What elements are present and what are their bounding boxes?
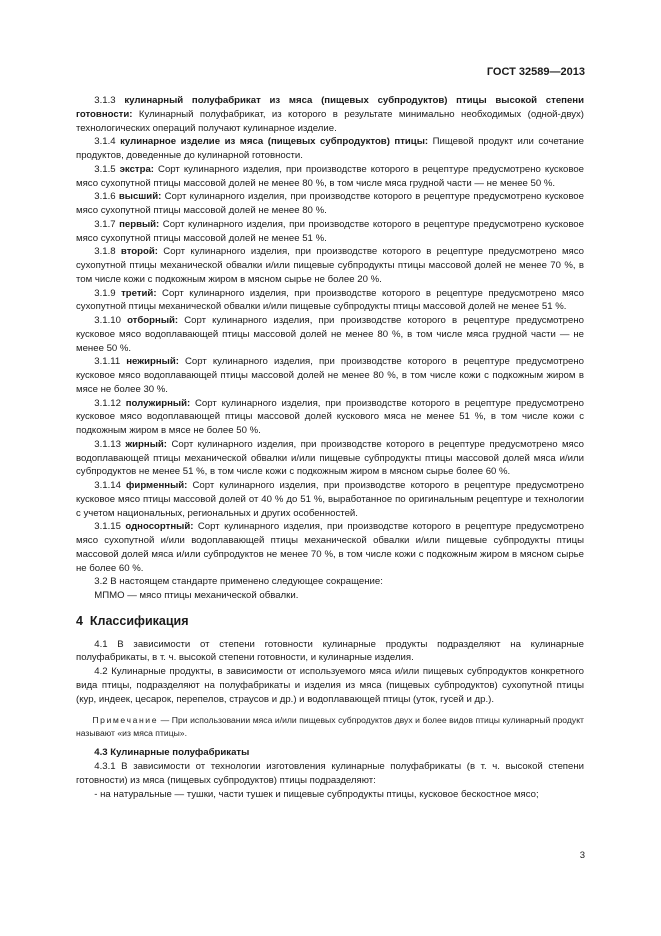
item-number: 3.1.13 (94, 438, 121, 450)
note-text: — При использовании мяса и/или пищевых субпродуктов двух и более видов птицы кулинарный продукт называют «из мяса птицы». (76, 715, 584, 739)
term: кулинарный полуфабрикат из мяса (пищевых субпродуктов) птицы высокой степени готовности: (76, 95, 584, 120)
definition-text: Сорт кулинарного изделия, при производстве которого в рецептуре предусмотрено кусковое мясо сухопутной птицы массовой долей не менее 80 %, в том числе мяса грудной части — не менее 50 %. (76, 163, 584, 189)
paragraph-4-2: 4.2 Кулинарные продукты, в зависимости от используемого мяса и/или пищевых субпродуктов конкретного вида птицы, подразделяют на полуфабрикаты и изделия из мяса (пищевых субпродуктов) сухопутной птицы (кур, индеек, цесарок, перепелов, страусов и др.) и водоплавающей птицы (уток, гусей и др.). (76, 666, 584, 705)
item-number: 3.1.7 (94, 218, 116, 230)
definition-text: Сорт кулинарного изделия, при производстве которого в рецептуре предусмотрено мясо сухопутной птицы механической обвалки и/или пищевые субпродукты птицы массовой долей не менее 51 %. (76, 287, 584, 313)
definition-text: Сорт кулинарного изделия, при производстве которого в рецептуре предусмотрено кусковое мясо водоплавающей птицы массовой долей кускового мяса не менее 51 %, в том числе кожи с подкожным жиром в мясе не более 50 %. (76, 397, 584, 436)
term: кулинарное изделие из мяса (пищевых субпродуктов) птицы: (120, 136, 429, 148)
term: нежирный: (126, 356, 179, 368)
definition-3-1-8 (76, 245, 584, 286)
item-number: 3.1.15 (94, 521, 121, 533)
definition-3-1-3 (76, 94, 584, 135)
document-header: ГОСТ 32589—2013 (486, 66, 585, 78)
definition-text: Сорт кулинарного изделия, при производстве которого в рецептуре предусмотрено мясо сухопутной и/или водоплавающей птицы механической обвалки и/или пищевые субпродукты птицы массовой долей мяса и/или субпродуктов не менее 70 %, в том числе кожи с подкожным жиром в мясном сырье не более 60 %. (76, 521, 584, 574)
paragraph-4-3-1: 4.3.1 В зависимости от технологии изготовления кулинарные полуфабрикаты (в т. ч. высокой степени готовности) из мяса (пищевых субпродуктов) птицы подразделяют: (76, 761, 584, 786)
term: полужирный: (125, 397, 191, 409)
abbreviation: МПМО — мясо птицы механической обвалки. (94, 590, 299, 601)
definition-text: Сорт кулинарного изделия, при производстве которого в рецептуре предусмотрено кусковое мясо сухопутной птицы массовой долей не менее 51 %. (76, 218, 584, 244)
paragraph-4-1: 4.1 В зависимости от степени готовности кулинарные продукты подразделяют на кулинарные полуфабрикаты, в т. ч. высокой степени готовности, и кулинарные изделия. (76, 638, 584, 664)
definition-3-1-15 (76, 520, 584, 575)
definition-text: Кулинарный полуфабрикат, из которого в результате минимально необходимых (одной-двух) технологических операций получают кулинарное изделие. (76, 108, 584, 134)
definition-3-1-7 (76, 218, 584, 246)
document-body (76, 94, 584, 801)
definition-list (76, 94, 584, 575)
definition-3-1-5 (76, 163, 584, 191)
term: жирный: (125, 438, 167, 450)
term: односортный: (125, 521, 194, 533)
item-number: 3.1.14 (94, 480, 121, 491)
term: первый: (119, 218, 160, 230)
definition-3-1-14 (76, 479, 584, 520)
definition-text: Сорт кулинарного изделия, при производстве которого в рецептуре предусмотрено мясо водоплавающей птицы механической обвалки и/или пищевые субпродукты птицы массовой долей мяса и/или субпродуктов не менее 51 %, в том числе кожи с подкожным жиром в мясном сырье более 60 %. (76, 438, 584, 478)
term: второй: (120, 246, 158, 258)
definition-3-1-10 (76, 314, 584, 355)
definition-text: Сорт кулинарного изделия, при производстве которого в рецептуре предусмотрено кусковое мясо птицы массовой долей от 40 % до 51 %, выработанное по оригинальным рецептуре и технологии с учетом национальных, региональных и других особенностей. (76, 480, 584, 519)
term: третий: (121, 287, 157, 299)
item-number: 3.1.11 (94, 356, 121, 368)
term: высший: (118, 191, 162, 203)
list-item: - на натуральные — тушки, части тушек и пищевые субпродукты птицы, кусковое бескостное мясо; (94, 788, 539, 800)
definition-3-1-11 (76, 355, 584, 396)
item-number: 3.1.8 (94, 246, 116, 258)
term: экстра: (119, 163, 155, 175)
definition-3-1-13 (76, 438, 584, 479)
definition-3-1-6 (76, 190, 584, 218)
section-title: Классификация (89, 613, 189, 628)
paragraph-3-2: 3.2 В настоящем стандарте применено следующее сокращение: (94, 576, 383, 588)
note-label: Примечание (92, 715, 159, 726)
item-number: 3.1.10 (94, 315, 121, 326)
definition-text: Сорт кулинарного изделия, при производстве которого в рецептуре предусмотрено мясо сухопутной птицы механической обвалки и/или пищевые субпродукты птицы массовой долей не менее 70 %, в том числе кожи с подкожным жиром в мясном сырье не более 20 %. (76, 246, 584, 285)
definition-3-1-9 (76, 287, 584, 315)
term: фирменный: (126, 480, 188, 491)
note (76, 714, 584, 740)
definition-text: Сорт кулинарного изделия, при производстве которого в рецептуре предусмотрено кусковое мясо водоплавающей птицы массовой долей не менее 80 %, в том числе кожи с подкожным жиром в мясе не более 30 %. (76, 356, 585, 395)
page-number: 3 (579, 850, 585, 861)
subsection-heading-4-3: 4.3 Кулинарные полуфабрикаты (94, 747, 250, 759)
item-number: 3.1.5 (94, 163, 116, 175)
definition-text: Сорт кулинарного изделия, при производстве которого в рецептуре предусмотрено кусковое мясо сухопутной птицы массовой долей не менее 80 %. (76, 191, 584, 216)
item-number: 3.1.9 (94, 287, 116, 299)
section-number: 4 (76, 613, 83, 628)
item-number: 3.1.4 (94, 136, 116, 148)
definition-3-1-4 (76, 135, 584, 163)
item-number: 3.1.6 (94, 191, 116, 203)
definition-3-1-12 (76, 397, 584, 438)
term: отборный: (127, 315, 179, 326)
item-number: 3.1.12 (94, 397, 121, 409)
item-number: 3.1.3 (94, 95, 116, 106)
section-heading-4 (76, 615, 584, 629)
definition-text: Сорт кулинарного изделия, при производстве которого в рецептуре предусмотрено кусковое мясо водоплавающей птицы массовой долей не менее 80 %, в том числе мяса грудной части — не менее 50 %. (76, 315, 584, 354)
definition-text: Пищевой продукт или сочетание продуктов, доведенные до кулинарной готовности. (76, 136, 585, 161)
